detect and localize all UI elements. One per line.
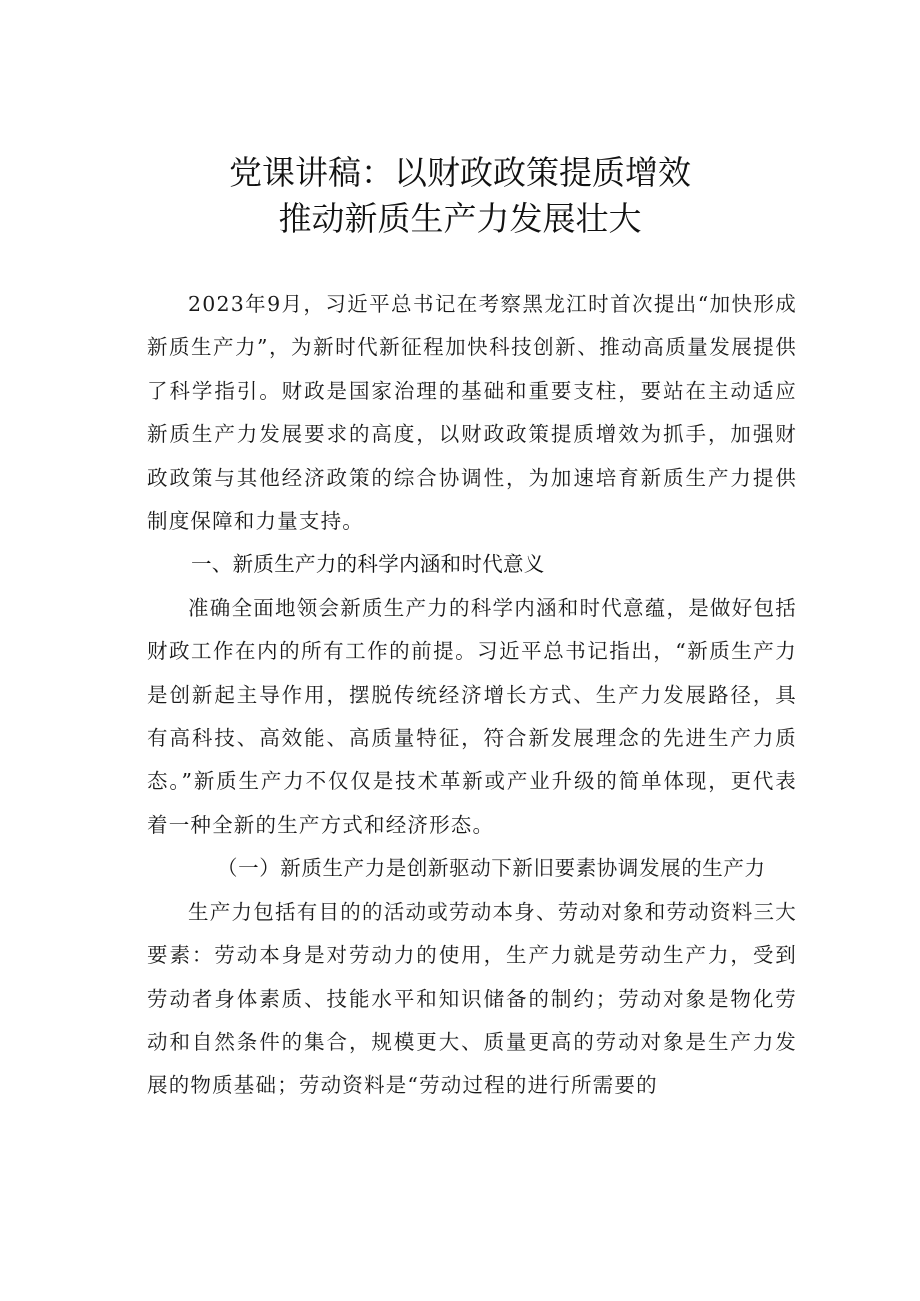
subsection1-paragraph: 生产力包括有目的的活动或劳动本身、劳动对象和劳动资料三大要素：劳动本身是对劳动力的使用，生产力就是劳动生产力，受到劳动者身体素质、技能水平和知识储备的制约；劳动对象是物化劳动和自然条件的集合，规模更大、质量更高的劳动对象是生产力发展的物质基础；劳动资料是“劳动过程的进行所需要的	[147, 899, 797, 1098]
subsection-heading-1: （一）新质生产力是创新驱动下新旧要素协调发展的生产力	[217, 856, 766, 881]
title-line-1: 党课讲稿：以财政政策提质增效	[229, 153, 691, 192]
title-line-2: 推动新质生产力发展壮大	[278, 199, 642, 238]
section-heading-1: 一、新质生产力的科学内涵和时代意义	[191, 552, 545, 577]
document-body	[147, 283, 797, 1108]
intro-paragraph: 2023年9月，习近平总书记在考察黑龙江时首次提出“加快形成新质生产力”，为新时代新征程加快科技创新、推动高质量发展提供了科学指引。财政是国家治理的基础和重要支柱，要站在主动适应新质生产力发展要求的高度，以财政政策提质增效为抓手，加强财政政策与其他经济政策的综合协调性，为加速培育新质生产力提供制度保障和力量支持。	[147, 292, 797, 534]
document-title	[0, 150, 920, 242]
section1-paragraph: 准确全面地领会新质生产力的科学内涵和时代意蕴，是做好包括财政工作在内的所有工作的前提。习近平总书记指出，“新质生产力是创新起主导作用，摆脱传统经济增长方式、生产力发展路径，具有高科技、高效能、高质量特征，符合新发展理念的先进生产力质态。”新质生产力不仅仅是技术革新或产业升级的简单体现，更代表着一种全新的生产方式和经济形态。	[147, 595, 797, 837]
